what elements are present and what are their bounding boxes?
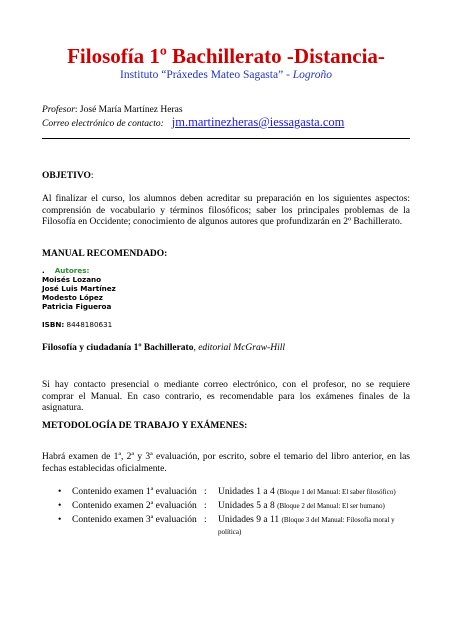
email-link[interactable]: jm.martinezheras@iessagasta.com bbox=[171, 115, 345, 129]
bullet-icon: • bbox=[58, 501, 62, 511]
book-title: Filosofía y ciudadanía 1º Bachillerato bbox=[42, 343, 194, 353]
institute-subtitle bbox=[0, 68, 452, 82]
objetivo-heading-text: OBJETIVO bbox=[42, 171, 91, 181]
institute-city: Logroño bbox=[292, 69, 332, 81]
exam-label: Contenido examen 2ª evaluación bbox=[72, 501, 197, 511]
isbn-line bbox=[42, 320, 112, 329]
exam-units-text: Unidades 5 a 8 bbox=[218, 501, 278, 511]
exam-units-text: Unidades 9 a 11 bbox=[218, 515, 282, 525]
exam-label: Contenido examen 1ª evaluación bbox=[72, 487, 197, 497]
authors-dot: . bbox=[42, 266, 45, 275]
objetivo-colon: : bbox=[90, 171, 94, 181]
exam-units bbox=[218, 500, 418, 512]
institute-name: Instituto “Práxedes Mateo Sagasta” - bbox=[120, 69, 293, 81]
exam-colon: : bbox=[204, 487, 207, 497]
page-title: Filosofía 1º Bachillerato -Distancia- bbox=[67, 44, 385, 68]
bullet-icon: • bbox=[58, 487, 62, 497]
author-item: Modesto López bbox=[42, 293, 103, 302]
exam-colon: : bbox=[204, 501, 207, 511]
book-publisher: editorial McGraw-Hill bbox=[198, 343, 286, 353]
authors-label bbox=[42, 266, 89, 275]
isbn-label: ISBN: bbox=[42, 320, 65, 329]
teacher-name: : José María Martínez Heras bbox=[74, 105, 183, 115]
author-item: José Luis Martínez bbox=[42, 284, 116, 293]
exam-units-detail: (Bloque 2 del Manual: El ser humano) bbox=[277, 502, 385, 510]
bullet-icon: • bbox=[58, 515, 62, 525]
exam-units bbox=[218, 486, 418, 498]
teacher-label: Profesor bbox=[42, 105, 75, 115]
manual-heading: MANUAL RECOMENDADO: bbox=[42, 249, 168, 259]
exam-units bbox=[218, 514, 418, 538]
exam-label: Contenido examen 3ª evaluación bbox=[72, 515, 197, 525]
authors-label-text: Autores: bbox=[54, 266, 90, 275]
teacher-line bbox=[42, 104, 183, 116]
metodologia-text: Habrá examen de 1ª, 2ª y 3ª evaluación, por escrito, sobre el temario del libro anterior, en las fechas establecidas oficialmente. bbox=[42, 452, 410, 474]
book-line bbox=[42, 342, 285, 354]
isbn-value: 8448180631 bbox=[64, 320, 113, 329]
author-item: Patricia Figueroa bbox=[42, 302, 112, 311]
book-separator: , bbox=[193, 343, 199, 353]
exam-units-text: Unidades 1 a 4 bbox=[218, 487, 278, 497]
email-line bbox=[42, 116, 422, 130]
email-label: Correo electrónico de contacto: bbox=[42, 119, 164, 129]
exam-colon: : bbox=[204, 515, 207, 525]
exam-units-detail: (Bloque 3 del Manual: Filosofía moral y política) bbox=[218, 516, 395, 536]
metodologia-heading: METODOLOGÍA DE TRABAJO Y EXÁMENES: bbox=[42, 421, 248, 431]
manual-note: Si hay contacto presencial o mediante correo electrónico, con el profesor, no se requiere comprar el Manual. En caso contrario, es recomendable para los exámenes finales de la asignatura. bbox=[42, 380, 410, 413]
author-item: Moisés Lozano bbox=[42, 275, 102, 284]
objetivo-text: Al finalizar el curso, los alumnos deben acreditar su preparación en los siguientes aspectos: comprensión de vocabulario y términos filosóficos; saber los principales problemas de la Filosofía en Occidente; conocimiento de algunos autores que profundizarán en 2º Bachillerato. bbox=[42, 194, 410, 227]
exam-units-detail: (Bloque 1 del Manual: El saber filosófico) bbox=[277, 488, 396, 496]
header-divider bbox=[42, 138, 410, 139]
objetivo-heading bbox=[42, 170, 94, 182]
